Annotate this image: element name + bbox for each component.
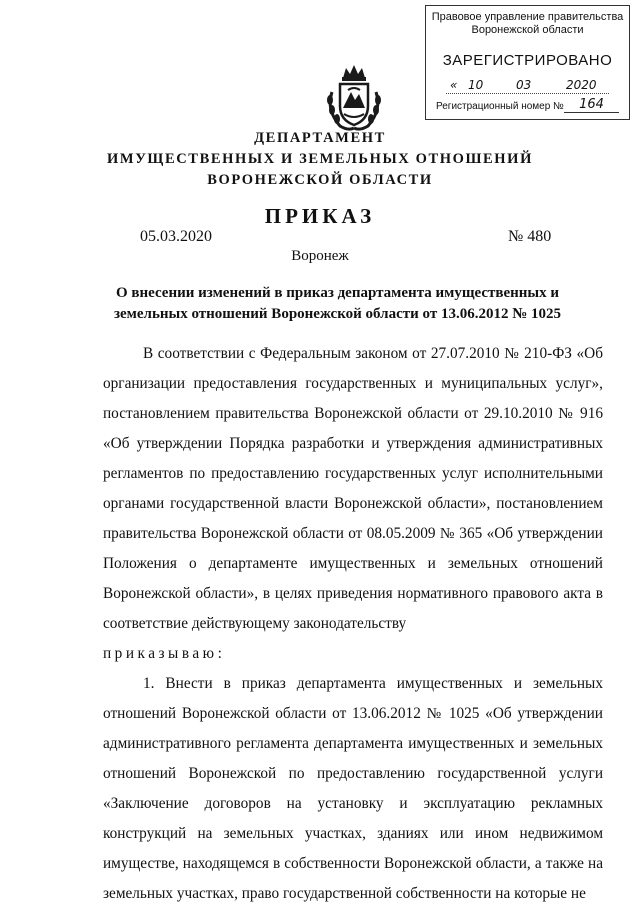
registration-stamp	[425, 5, 630, 120]
coat-of-arms-icon	[318, 62, 390, 134]
stamp-date-line	[446, 93, 609, 94]
stamp-day: 10	[468, 78, 484, 92]
stamp-org-line1: Правовое управление правительства	[431, 11, 624, 23]
stamp-registration-row	[436, 97, 619, 112]
order-title: ПРИКАЗ	[264, 204, 376, 228]
stamp-status: ЗАРЕГИСТРИРОВАНО	[442, 52, 613, 69]
order-subject: О внесении изменений в приказ департамента имущественных и земельных отношений Воронежской области от 13.06.2012 № 1025	[113, 285, 562, 322]
stamp-reg-label: Регистрационный номер №	[436, 101, 564, 112]
item-1-paragraph: 1. Внести в приказ департамента имущественных и земельных отношений Воронежской области от 13.06.2012 № 1025 «Об утверждении административного регламента департамента имущественных и земельных отношений Воронежской по предоставлению государственной услуги «Заключение договоров на установку и эксплуатацию рекламных конструкций на земельных участках, зданиях или ином недвижимом имуществе, находящемся в собственности Воронежской области, а также на земельных участках, право государственной собственности на которые не	[103, 675, 603, 902]
order-word: приказываю:	[103, 645, 226, 662]
stamp-date: « 10 03 2020	[446, 78, 609, 96]
preamble-paragraph: В соответствии с Федеральным законом от 27.07.2010 № 210-ФЗ «Об организации предоставления государственных и муниципальных услуг», постановлением правительства Воронежской области от 29.10.2010 № 916 «Об утверждении Порядка разработки и утверждения административных регламентов по предоставлению государственных услуг исполнительными органами государственной власти Воронежской области», постановлением правительства Воронежской области от 08.05.2009 № 365 «Об утверждении Положения о департаменте имущественных и земельных отношений Воронежской области», в целях приведения нормативного правового акта в соответствие действующему законодательству	[103, 345, 603, 632]
department-line1: ДЕПАРТАМЕНТ	[254, 130, 386, 146]
stamp-organization	[426, 11, 629, 37]
department-header	[0, 128, 640, 191]
stamp-org-line2: Воронежской области	[471, 24, 584, 36]
order-city: Воронеж	[291, 248, 349, 264]
stamp-reg-number: 164	[564, 97, 619, 113]
department-line3: ВОРОНЕЖСКОЙ ОБЛАСТИ	[207, 172, 433, 188]
stamp-month: 03	[516, 78, 532, 92]
order-body	[103, 339, 603, 909]
stamp-year: 2020	[566, 78, 597, 92]
department-line2: ИМУЩЕСТВЕННЫХ И ЗЕМЕЛЬНЫХ ОТНОШЕНИЙ	[107, 151, 533, 167]
order-date: 05.03.2020	[140, 228, 212, 245]
order-number: № 480	[508, 228, 552, 245]
